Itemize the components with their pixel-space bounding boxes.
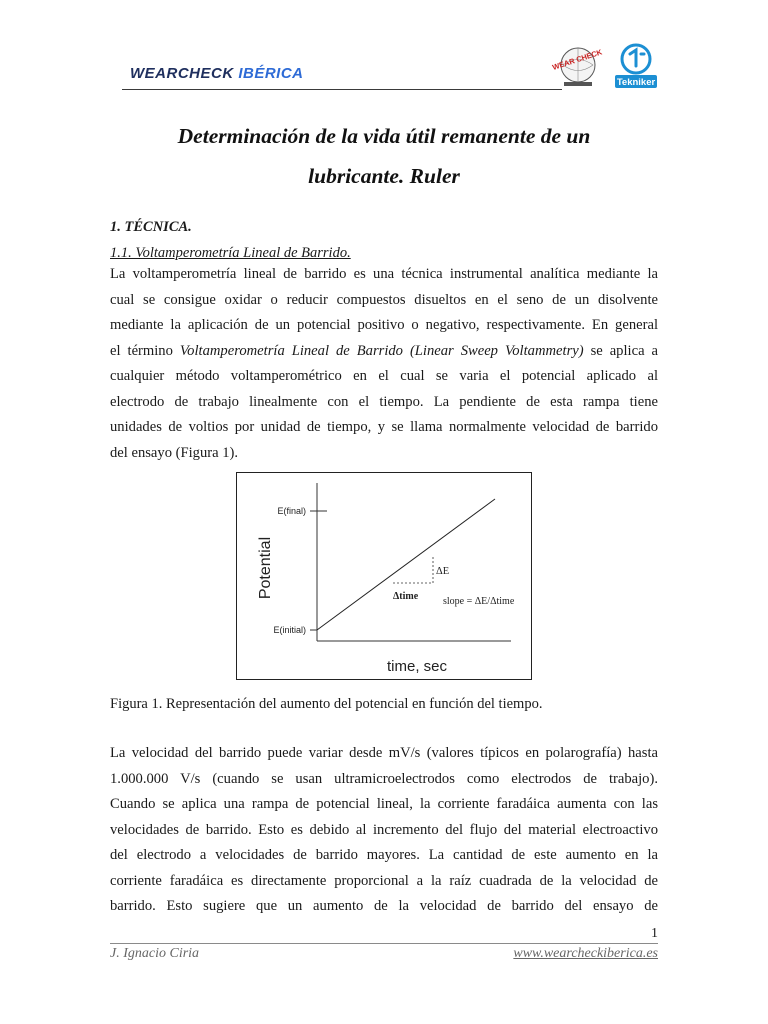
paragraph-line: 1.000.000 V/s (cuando se usan ultramicroelectrodos como electrodos de trabajo).: [110, 770, 658, 787]
paragraph-line: del ensayo (Figura 1).: [110, 444, 239, 461]
wearcheck-logo: [551, 44, 604, 90]
paragraph-line: velocidades de barrido. Esto es debido al incremento del flujo del material electroactivo: [110, 821, 658, 838]
paragraph-line: electrodo de trabajo linealmente con el tiempo. La pendiente de esta rampa tiene: [110, 393, 658, 410]
line-text-start: el término: [110, 342, 180, 359]
paragraph-line: cualquier método voltamperométrico en el cual se varia el potencial aplicado al: [110, 368, 658, 384]
tick-label-e-final: E(final): [277, 506, 306, 516]
annotation-delta-time: Δtime: [393, 591, 419, 602]
paragraph-line: La voltamperometría lineal de barrido es una técnica instrumental analítica mediante la: [110, 266, 658, 282]
header-rule: [122, 89, 562, 90]
figure-caption: Figura 1. Representación del aumento del potencial en función del tiempo.: [110, 696, 543, 712]
paragraph-line-mixed: [110, 339, 658, 365]
brand-name: [130, 65, 304, 82]
paragraph-line: mediante la aplicación de un potencial positivo o negativo, respectivamente. En general: [110, 317, 658, 333]
brand-accent: IBÉRICA: [238, 65, 304, 82]
y-axis-label: Potential: [257, 536, 274, 600]
paragraph-line: barrido. Esto sugiere que un aumento de la velocidad de barrido del ensayo de: [110, 898, 658, 914]
line-text-end: se aplica a: [583, 342, 659, 359]
paragraph-line: corriente faradáica es directamente proporcional a la raíz cuadrada de la velocidad de: [110, 872, 658, 889]
series-line-ramp: [317, 499, 495, 630]
annotation-delta-e: ΔE: [436, 566, 450, 577]
paragraph-line: unidades de voltios por unidad de tiempo, y se llama normalmente velocidad de barrido: [110, 419, 658, 435]
x-axis-label: time, sec: [386, 658, 448, 675]
title-line-1: Determinación de la vida útil remanente de un: [177, 124, 591, 148]
figure-1: [236, 472, 532, 680]
brand-main: WEARCHECK: [130, 65, 234, 82]
tick-label-e-initial: E(initial): [273, 625, 306, 635]
tekniker-logo-text: Tekniker: [616, 77, 656, 88]
footer-rule: [110, 943, 658, 944]
page-number: 1: [651, 926, 658, 941]
wearcheck-logo-text: WEAR CHECK: [551, 47, 604, 72]
document-title: [110, 116, 658, 196]
line-text-italic: Voltamperometría Lineal de Barrido (Linear Sweep Voltammetry): [179, 342, 584, 359]
title-line-2: lubricante. Ruler: [308, 164, 460, 188]
page-header: [122, 47, 660, 92]
section-heading: 1. TÉCNICA.: [110, 219, 192, 235]
paragraph-line: del electrodo a velocidades de barrido mayores. La cantidad de este aumento en la: [110, 847, 658, 863]
paragraph-line: Cuando se aplica una rampa de potencial lineal, la corriente faradáica aumenta con las: [110, 796, 658, 812]
tekniker-logo: [614, 42, 658, 90]
footer-author: J. Ignacio Ciria: [110, 946, 200, 961]
annotation-slope: slope = ΔE/Δtime: [443, 596, 515, 607]
paragraph-line: La velocidad del barrido puede variar desde mV/s (valores típicos en polarografía) hasta: [110, 745, 658, 761]
footer-website-link[interactable]: www.wearcheckiberica.es: [513, 946, 658, 961]
paragraph-1: [110, 262, 658, 466]
potential-time-chart: [237, 473, 531, 679]
subsection-heading: 1.1. Voltamperometría Lineal de Barrido.: [110, 245, 351, 261]
paragraph-2: [110, 741, 658, 920]
paragraph-line: cual se consigue oxidar o reducir compuestos disueltos en el seno de un disolvente: [110, 291, 658, 308]
